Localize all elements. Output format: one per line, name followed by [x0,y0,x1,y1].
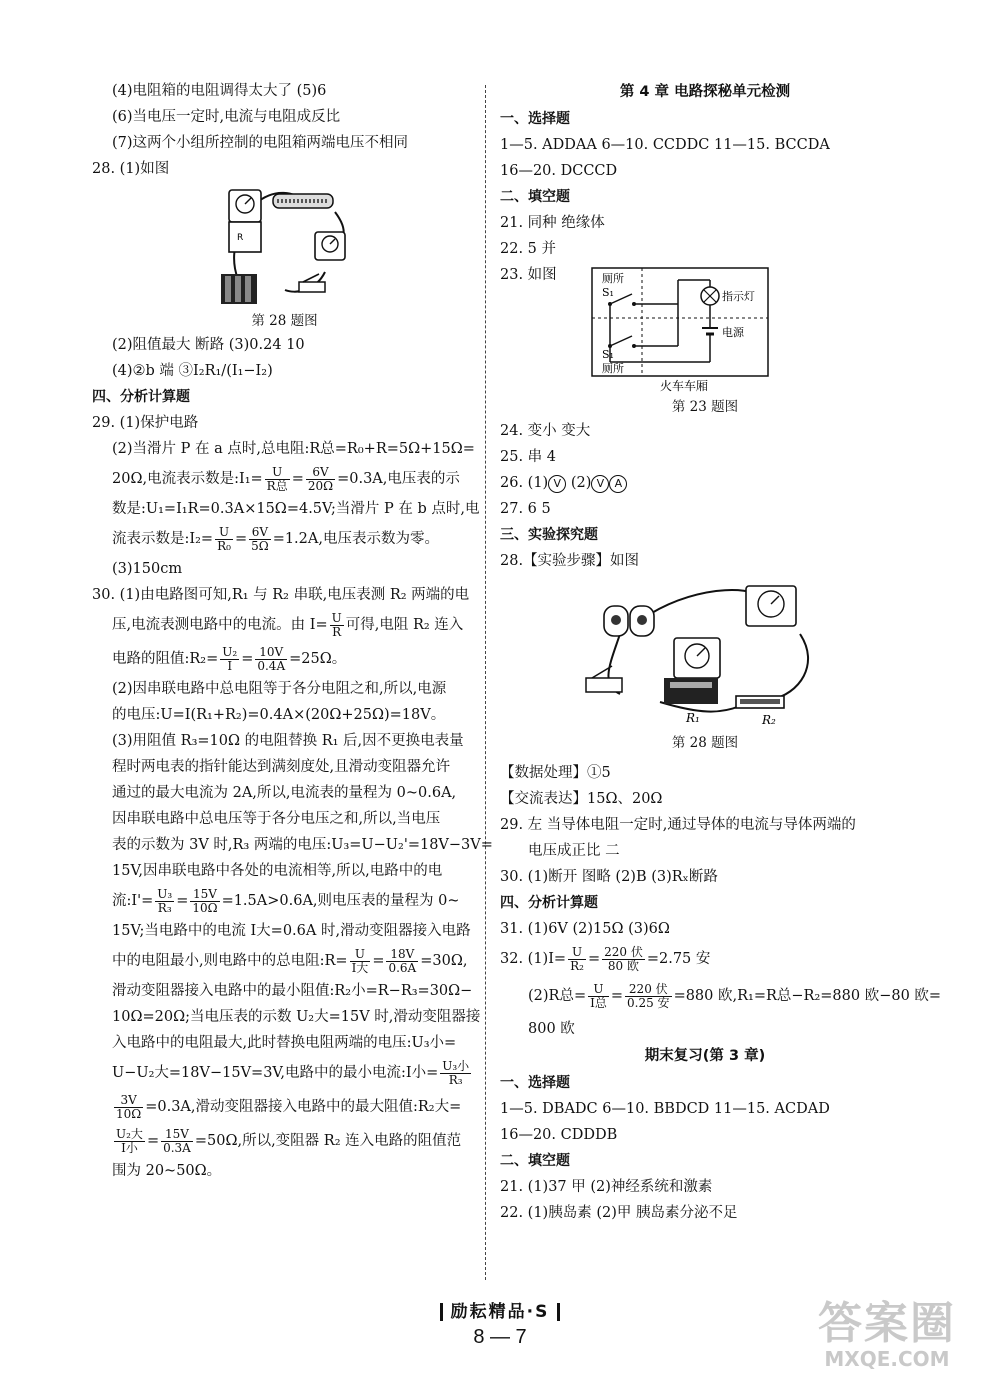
section-heading: 二、填空题 [500,189,570,205]
text-line: 表的示数为 3V 时,R₃ 两端的电压:U₃=U−U₂'=18V−3V= [112,837,493,853]
label-toilet-bottom: 厕所 [602,362,624,375]
text-line: 程时两电表的指针能达到满刻度处,且滑动变阻器允许 [112,759,451,775]
text-line: (4)②b 端 ③I₂R₁/(I₁−I₂) [112,363,273,379]
answer-line: 16—20. CDDDB [500,1127,618,1143]
label-lamp: 指示灯 [722,290,755,303]
answer-line: 30. (1)断开 图略 (2)B (3)Rₓ断路 [500,869,718,885]
answer-line: (2)R总= $\frac{U}{\text{I总}}$ = $\frac{\text{220 伏}}{\text{0.25 安}}$ =880 欧,R₁=R总−R₂=880 欧−80 欧= [528,981,942,1010]
text-line: (4)电阻箱的电阻调得太大了 (5)6 [112,83,327,99]
column-divider [485,85,486,1280]
fraction: $\frac{6V}{5\Omega}$ [251,524,269,553]
text-line: (2)因串联电路中总电阻等于各分电阻之和,所以,电源 [112,681,447,697]
question-30: 30. (1)由电路图可知,R₁ 与 R₂ 串联,电压表测 R₂ 两端的电 [92,587,470,603]
answer-line: 【数据处理】①5 [500,765,611,781]
fraction: $\frac{U}{R}$ [331,610,342,639]
label-s1-bottom: S₁ [602,348,614,361]
section-heading: 四、分析计算题 [92,389,190,405]
label-toilet-top: 厕所 [602,272,624,285]
answer-line: 电压成正比 二 [528,843,620,859]
right-column [500,78,942,1226]
fraction: $\frac{15V}{10\Omega}$ [192,886,218,915]
answer-line: 25. 串 4 [500,449,557,465]
page-number: 8 — 7 [473,1326,527,1348]
figure-caption: 第 28 题图 [671,735,739,751]
text-line: 中的电阻最小,则电路中的总电阻:R= $\frac{U}{\text{I大}}$ = $\frac{18V}{0.6A}$ =30Ω, [112,946,468,975]
chapter-title: 期末复习(第 3 章) [644,1048,766,1064]
answer-line: 800 欧 [528,1021,575,1037]
section-heading: 一、选择题 [500,111,570,127]
text-line: $\frac{3V}{10\Omega}$ =0.3A,滑动变阻器接入电路中的最大阻值:R₂大= [116,1092,462,1121]
fraction: $\frac{U}{\text{R总}}$ [266,464,288,493]
text-line: 10Ω=20Ω;当电压表的示数 U₂大=15V 时,滑动变阻器接 [112,1009,481,1025]
label-s1-top: S₁ [602,286,614,299]
answer-line: 27. 6 5 [500,501,551,517]
question-28: 28. (1)如图 [92,161,170,177]
watermark-logo: 答案圈 MXQE.COM [818,1298,956,1371]
voltmeter-symbol: V [548,475,566,493]
answer-line: 21. (1)37 甲 (2)神经系统和激素 [500,1179,713,1195]
text-line: 因串联电路中总电压等于各分电压之和,所以,当电压 [112,811,441,827]
answer-line: 1—5. ADDAA 6—10. CCDDC 11—15. BCCDA [500,137,830,153]
fraction: $\frac{\text{220 伏}}{\text{80 欧}}$ [604,944,643,973]
text-line: 通过的最大电流为 2A,所以,电流表的量程为 0~0.6A, [112,785,457,801]
text-line: 15V,因串联电路中各处的电流相等,所以,电路中的电 [112,863,443,879]
answer-line: 32. (1)I= $\frac{U}{\text{R₂}}$ = $\frac{\text{220 伏}}{\text{80 欧}}$ =2.75 安 [500,944,711,973]
answer-line: 21. 同种 绝缘体 [500,215,605,231]
label-r2: R₂ [762,713,776,727]
text-line: (3)150cm [112,561,183,577]
text-line: (3)用阻值 R₃=10Ω 的电阻替换 R₁ 后,因不更换电表量 [112,733,464,749]
fraction: $\frac{\text{220 伏}}{\text{0.25 安}}$ [627,981,670,1010]
fraction: $\frac{U}{\text{I总}}$ [590,981,607,1010]
figure-caption: 第 28 题图 [251,313,318,329]
text-line: U−U₂大=18V−15V=3V,电路中的最小电流:I小= $\frac{\text{U₃小}}{\text{R₃}}$ [112,1058,470,1087]
text-line: 20Ω,电流表示数是:I₁= $\frac{U}{\text{R总}}$ = $\frac{6V}{20\Omega}$ =0.3A,电压表的示 [112,464,460,493]
text-line: 滑动变阻器接入电路中的最小阻值:R₂小=R−R₃=30Ω− [112,983,473,999]
answer-line: 28.【实验步骤】如图 [500,553,640,569]
fraction: $\frac{18V}{0.6A}$ [388,946,417,975]
label-power: 电源 [722,326,744,339]
answer-line: 23. 如图 [500,267,557,283]
svg-text:R: R [236,233,243,243]
answer-line: 29. 左 当导体电阻一定时,通过导体的电流与导体两端的 [500,817,856,833]
text-line: (2)当滑片 P 在 a 点时,总电阻:R总=R₀+R=5Ω+15Ω= [112,441,475,457]
section-heading: 三、实验探究题 [500,527,598,543]
left-column [92,78,493,1184]
text-line: $\frac{\text{U₂大}}{\text{I小}}$ = $\frac{15V}{0.3A}$ =50Ω,所以,变阻器 R₂ 连入电路的阻值范 [116,1126,462,1155]
text-line: 围为 20~50Ω。 [112,1163,222,1179]
text-line: 电路的阻值:R₂= $\frac{\text{U₂}}{I}$ = $\frac{10V}{0.4A}$ =25Ω。 [112,644,347,673]
fraction: $\frac{3V}{10\Omega}$ [116,1092,142,1121]
answer-line: 26. (1) V (2) V A [500,470,910,496]
label-r1: R₁ [686,711,700,725]
circuit-figure-28-right [500,574,910,744]
text-line: 流:I'= $\frac{\text{U₃}}{\text{R₃}}$ = $\frac{15V}{10\Omega}$ =1.5A>0.6A,则电压表的量程为 0~ [112,886,460,915]
fraction: $\frac{\text{U₂}}{I}$ [222,644,238,673]
fraction: $\frac{\text{U₂大}}{\text{I小}}$ [116,1126,143,1155]
text-line: 流表示数是:I₂= $\frac{U}{\text{R₀}}$ = $\frac{6V}{5\Omega}$ =1.2A,电压表示数为零。 [112,524,439,553]
fraction: $\frac{U}{\text{I大}}$ [351,946,369,975]
text-line: 压,电流表测电路中的电流。由 I= $\frac{U}{R}$ 可得,电阻 R₂ 连入 [112,610,464,639]
answer-line: 【交流表达】15Ω、20Ω [500,791,663,807]
answer-line: 1—5. DBADC 6—10. BBDCD 11—15. ACDAD [500,1101,830,1117]
text-line: (7)这两个小组所控制的电阻箱两端电压不相同 [112,135,409,151]
voltmeter-symbol: V [591,475,609,493]
text-line: (2)阻值最大 断路 (3)0.24 10 [112,337,305,353]
question-29: 29. (1)保护电路 [92,415,199,431]
circuit-figure-28-left [215,182,355,310]
text-line: 15V;当电路中的电流 I大=0.6A 时,滑动变阻器接入电路 [112,923,471,939]
text-line: (6)当电压一定时,电流与电阻成反比 [112,109,341,125]
answer-line: 22. 5 并 [500,241,557,257]
fraction: $\frac{\text{U₃小}}{\text{R₃}}$ [442,1058,470,1087]
text-line: 的电压:U=I(R₁+R₂)=0.4A×(20Ω+25Ω)=18V。 [112,707,446,723]
chapter-title: 第 4 章 电路探秘单元检测 [619,84,791,100]
ammeter-symbol: A [609,475,627,493]
section-heading: 一、选择题 [500,1075,570,1091]
answer-line: 24. 变小 变大 [500,423,591,439]
figure-caption: 第 23 题图 [671,399,739,415]
fraction: $\frac{10V}{0.4A}$ [257,644,286,673]
fraction: $\frac{15V}{0.3A}$ [163,1126,191,1155]
fraction: $\frac{6V}{20\Omega}$ [307,464,334,493]
fraction: $\frac{U}{\text{R₂}}$ [570,944,584,973]
fraction: $\frac{U}{\text{R₀}}$ [217,524,231,553]
section-heading: 四、分析计算题 [500,895,598,911]
answer-line: 16—20. DCCCD [500,163,618,179]
section-heading: 二、填空题 [500,1153,570,1169]
label-train-car: 火车车厢 [660,379,709,393]
text-line: 数是:U₁=I₁R=0.3A×15Ω=4.5V;当滑片 P 在 b 点时,电 [112,501,480,517]
answer-line: 31. (1)6V (2)15Ω (3)6Ω [500,921,670,937]
brand-name: 励耘精品·S [450,1302,550,1322]
fraction: $\frac{\text{U₃}}{\text{R₃}}$ [157,886,173,915]
text-line: 入电路中的电阻最大,此时替换电阻两端的电压:U₃小= [112,1035,457,1051]
circuit-figure-23 [500,266,910,396]
answer-line: 22. (1)胰岛素 (2)甲 胰岛素分泌不足 [500,1205,738,1221]
